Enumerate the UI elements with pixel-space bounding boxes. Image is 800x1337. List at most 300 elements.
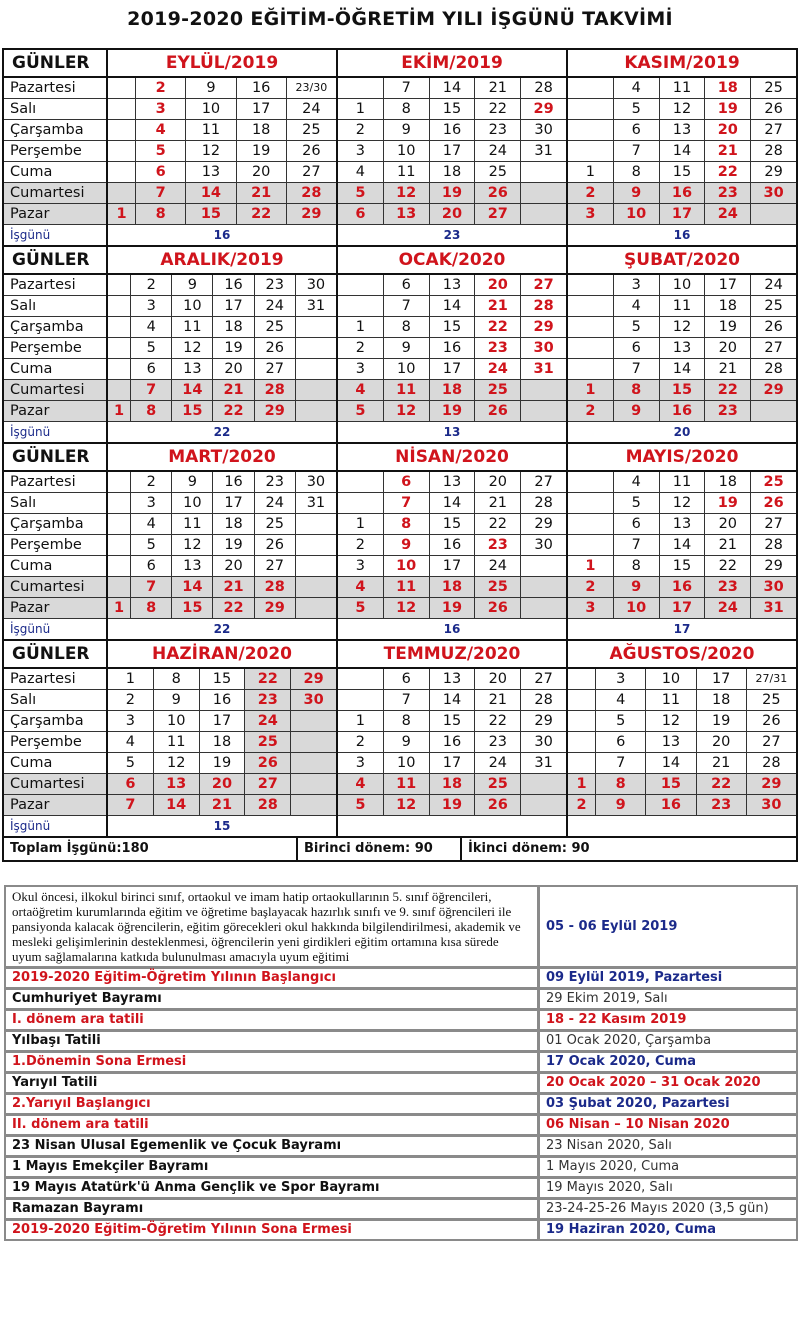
day-cell: 22 [697, 774, 747, 794]
event-row [6, 1137, 796, 1158]
day-cell: 1 [568, 556, 614, 576]
event-label: 1 Mayıs Emekçiler Bayramı [6, 1158, 540, 1176]
workday-count: 22 [213, 622, 231, 636]
day-cell: 23 [255, 275, 296, 295]
day-cell: 7 [384, 690, 430, 710]
day-cell: 18 [697, 690, 747, 710]
day-cell: 5 [131, 338, 172, 358]
day-cell: 7 [131, 380, 172, 400]
day-cell: 22 [237, 204, 287, 224]
day-cell: 5 [614, 317, 660, 337]
day-cell: 5 [596, 711, 646, 731]
day-cell [296, 556, 336, 576]
day-cell [568, 338, 614, 358]
day-cell: 15 [646, 774, 696, 794]
day-name: Pazar [4, 204, 106, 225]
day-cell: 30 [306, 474, 326, 490]
day-cell: 3 [338, 141, 384, 161]
day-cell: 7 [614, 535, 660, 555]
day-cell: 10 [384, 556, 430, 576]
week-row [108, 753, 336, 774]
day-cell: 21 [475, 78, 521, 98]
day-cell [521, 556, 566, 576]
day-cell: 26 [255, 338, 296, 358]
day-cell: 9 [172, 275, 213, 295]
day-cell [338, 472, 384, 492]
day-cell [296, 380, 336, 400]
day-cell: 10 [384, 141, 430, 161]
day-cell: 16 [430, 732, 476, 752]
day-name: Cuma [4, 753, 106, 774]
day-name: Cuma [4, 162, 106, 183]
week-row [568, 162, 796, 183]
day-cell: 14 [430, 690, 476, 710]
workday-count: 13 [443, 425, 461, 439]
day-cell: 27 [245, 774, 291, 794]
day-cell: 18 [705, 472, 751, 492]
day-cell [291, 732, 336, 752]
day-cell: 6 [384, 669, 430, 689]
workday-count: 17 [673, 622, 691, 636]
day-cell [108, 317, 131, 337]
day-cell: 27 [255, 556, 296, 576]
month-header: ŞUBAT/2020 [568, 247, 796, 275]
week-row [108, 120, 336, 141]
day-cell [568, 317, 614, 337]
workday-count: 15 [213, 819, 231, 833]
day-cell: 14 [172, 577, 213, 597]
day-cell: 29 [534, 713, 553, 729]
day-names-column [4, 50, 108, 245]
day-cell [568, 120, 614, 140]
day-cell [108, 472, 131, 492]
day-cell [108, 359, 131, 379]
day-name: Cuma [4, 359, 106, 380]
day-cell: 27 [475, 204, 521, 224]
day-cell: 4 [136, 120, 186, 140]
month-header: NİSAN/2020 [338, 444, 566, 472]
day-cell: 7 [614, 141, 660, 161]
day-cell: 27 [764, 516, 783, 532]
day-cell: 14 [660, 141, 706, 161]
day-cell: 11 [660, 78, 706, 98]
day-cell: 31 [533, 361, 554, 377]
day-cell: 14 [646, 753, 696, 773]
day-cell [108, 493, 131, 513]
calendar-block [4, 247, 796, 444]
day-cell: 5 [614, 493, 660, 513]
day-cell: 25 [475, 162, 521, 182]
month-mayis-2020 [568, 444, 796, 639]
day-cell: 21 [705, 359, 751, 379]
day-cell: 5 [136, 141, 186, 161]
day-cell: 27 [255, 359, 296, 379]
day-cell: 28 [534, 495, 553, 511]
day-cell: 18 [213, 317, 254, 337]
day-cell: 2 [568, 577, 614, 597]
day-cell: 8 [384, 99, 430, 119]
week-row [108, 359, 336, 380]
day-cell: 6 [596, 732, 646, 752]
calendar-block [4, 50, 796, 247]
day-cell: 13 [430, 472, 476, 492]
day-cell: 24 [475, 753, 521, 773]
day-cell: 21 [200, 795, 246, 815]
workday-count: 23 [443, 228, 461, 242]
day-cell: 16 [660, 577, 706, 597]
week-row [568, 359, 796, 380]
calendar-block [4, 641, 796, 838]
day-cell: 30 [534, 734, 553, 750]
second-term-workdays: İkinci dönem: 90 [468, 841, 590, 856]
day-cell: 3 [108, 711, 154, 731]
day-cell: 19 [705, 317, 751, 337]
week-row [108, 296, 336, 317]
week-row [338, 78, 566, 99]
day-cell [521, 401, 566, 421]
day-cell: 6 [338, 204, 384, 224]
day-cell: 19 [430, 183, 476, 203]
day-cell: 17 [213, 296, 254, 316]
day-name: Perşembe [4, 535, 106, 556]
day-cell: 26 [245, 753, 291, 773]
day-cell: 4 [614, 472, 660, 492]
day-cell: 17 [430, 753, 476, 773]
day-cell: 5 [131, 535, 172, 555]
week-row [338, 690, 566, 711]
week-row [568, 669, 796, 690]
week-row [108, 275, 336, 296]
workday-count [568, 816, 796, 836]
day-cell: 15 [430, 711, 476, 731]
day-cell: 21 [475, 296, 521, 316]
day-cell: 22 [475, 317, 521, 337]
day-cell: 11 [384, 774, 430, 794]
week-row [338, 359, 566, 380]
week-row [108, 669, 336, 690]
day-cell: 11 [384, 162, 430, 182]
day-cell: 30 [534, 537, 553, 553]
day-cell: 5 [338, 183, 384, 203]
day-cell [568, 78, 614, 98]
week-row [338, 120, 566, 141]
workday-count: 16 [673, 228, 691, 242]
week-row [108, 493, 336, 514]
day-cell: 20 [430, 204, 476, 224]
day-cell: 26 [475, 598, 521, 618]
day-cell [521, 183, 566, 203]
day-cell: 14 [430, 78, 476, 98]
day-cell: 7 [384, 296, 430, 316]
month-header: EYLÜL/2019 [108, 50, 336, 78]
day-cell: 24 [255, 296, 296, 316]
day-cell [568, 472, 614, 492]
day-cell: 11 [646, 690, 696, 710]
day-cell [296, 535, 336, 555]
day-cell: 10 [172, 296, 213, 316]
month-temmuz-2020 [338, 641, 568, 836]
day-cell: 30 [306, 277, 326, 293]
day-cell: 25 [764, 298, 783, 314]
day-cell: 27 [302, 164, 321, 180]
day-cell: 4 [338, 162, 384, 182]
day-cell: 9 [596, 795, 646, 815]
day-cell: 30 [533, 340, 554, 356]
day-cell: 20 [697, 732, 747, 752]
month-ni̇san-2020 [338, 444, 568, 639]
week-row [108, 690, 336, 711]
month-header: ARALIK/2019 [108, 247, 336, 275]
day-cell: 22 [705, 556, 751, 576]
day-cell: 3 [568, 204, 614, 224]
day-cell: 20 [475, 669, 521, 689]
day-cell: 12 [660, 493, 706, 513]
month-kasim-2019 [568, 50, 796, 245]
day-cell: 20 [475, 472, 521, 492]
day-cell [521, 598, 566, 618]
day-cell [108, 577, 131, 597]
day-cell: 19 [697, 711, 747, 731]
day-cell [296, 338, 336, 358]
day-cell [568, 296, 614, 316]
day-cell: 28 [762, 755, 781, 771]
day-cell: 13 [172, 556, 213, 576]
day-cell: 3 [131, 493, 172, 513]
day-cell [521, 162, 566, 182]
day-name: Cumartesi [4, 183, 106, 204]
event-label: 2019-2020 Eğitim-Öğretim Yılının Başlangıcı [6, 969, 540, 987]
workday-count [338, 816, 566, 836]
day-cell: 10 [614, 204, 660, 224]
day-cell: 25 [763, 474, 784, 490]
day-cell [296, 317, 336, 337]
day-cell: 13 [646, 732, 696, 752]
day-cell [338, 690, 384, 710]
week-row [568, 493, 796, 514]
week-row [108, 598, 336, 619]
day-cell [568, 141, 614, 161]
day-cell: 4 [338, 577, 384, 597]
day-cell: 30 [751, 183, 796, 203]
event-label: I. dönem ara tatili [6, 1011, 540, 1029]
week-row [338, 338, 566, 359]
day-cell: 25 [245, 732, 291, 752]
day-cell: 13 [186, 162, 236, 182]
day-cell [296, 598, 336, 618]
day-cell: 21 [475, 493, 521, 513]
day-cell: 25 [255, 514, 296, 534]
day-cell: 6 [614, 514, 660, 534]
event-date: 1 Mayıs 2020, Cuma [546, 1159, 680, 1174]
week-row [108, 338, 336, 359]
day-name: Salı [4, 493, 106, 514]
day-cell: 27 [762, 734, 781, 750]
week-row [568, 753, 796, 774]
day-cell: 9 [614, 183, 660, 203]
day-cell: 7 [136, 183, 186, 203]
day-cell: 17 [430, 141, 476, 161]
month-header: OCAK/2020 [338, 247, 566, 275]
day-cell: 24 [245, 711, 291, 731]
week-row [338, 514, 566, 535]
day-cell: 26 [302, 143, 321, 159]
month-aralik-2019 [108, 247, 338, 442]
day-cell: 2 [338, 535, 384, 555]
day-cell: 26 [255, 535, 296, 555]
week-row [568, 338, 796, 359]
workday-label: İşgünü [10, 622, 51, 636]
week-row [108, 401, 336, 422]
event-label: 2019-2020 Eğitim-Öğretim Yılının Sona Ermesi [6, 1221, 540, 1239]
day-cell: 23 [705, 183, 751, 203]
day-cell: 14 [430, 296, 476, 316]
day-cell: 7 [384, 493, 430, 513]
day-cell: 24 [475, 359, 521, 379]
day-cell: 7 [596, 753, 646, 773]
day-cell: 4 [596, 690, 646, 710]
day-name: Çarşamba [4, 317, 106, 338]
week-row [338, 493, 566, 514]
day-cell: 16 [660, 183, 706, 203]
workday-label: İşgünü [10, 228, 51, 242]
day-cell [108, 556, 131, 576]
day-cell: 14 [154, 795, 200, 815]
day-cell: 12 [646, 711, 696, 731]
day-cell: 23 [475, 120, 521, 140]
days-header: GÜNLER [4, 641, 106, 669]
day-cell: 1 [338, 317, 384, 337]
event-label: II. dönem ara tatili [6, 1116, 540, 1134]
day-cell: 2 [108, 690, 154, 710]
week-row [568, 317, 796, 338]
day-cell [568, 711, 596, 731]
day-cell: 5 [338, 401, 384, 421]
day-cell [108, 338, 131, 358]
day-name: Çarşamba [4, 711, 106, 732]
day-cell: 8 [136, 204, 186, 224]
day-cell: 14 [660, 359, 706, 379]
month-eki̇m-2019 [338, 50, 568, 245]
day-cell: 25 [475, 774, 521, 794]
event-row [6, 1095, 796, 1116]
day-cell: 28 [534, 80, 553, 96]
week-row [108, 99, 336, 120]
day-cell: 9 [384, 535, 430, 555]
day-cell: 20 [200, 774, 246, 794]
event-date: 29 Ekim 2019, Salı [546, 991, 668, 1006]
day-cell: 15 [430, 99, 476, 119]
event-date: 06 Nisan – 10 Nisan 2020 [546, 1117, 730, 1132]
week-row [338, 753, 566, 774]
day-name: Perşembe [4, 338, 106, 359]
day-cell: 15 [172, 598, 213, 618]
day-cell: 27 [533, 277, 554, 293]
day-cell [521, 577, 566, 597]
day-cell: 28 [534, 692, 553, 708]
day-cell: 12 [172, 338, 213, 358]
day-cell: 2 [136, 78, 186, 98]
event-date: 17 Ocak 2020, Cuma [546, 1054, 697, 1069]
day-cell: 22 [475, 711, 521, 731]
week-row [568, 401, 796, 422]
day-cell: 17 [430, 556, 476, 576]
week-row [338, 296, 566, 317]
calendar-block [4, 444, 796, 641]
week-row [338, 162, 566, 183]
week-row [568, 472, 796, 493]
event-row [6, 1200, 796, 1221]
week-row [568, 296, 796, 317]
day-cell: 26 [475, 401, 521, 421]
day-cell [338, 493, 384, 513]
totals-row [4, 838, 796, 860]
day-cell: 23 [255, 472, 296, 492]
day-cell: 11 [186, 120, 236, 140]
month-header: EKİM/2019 [338, 50, 566, 78]
day-cell: 22 [245, 669, 291, 689]
day-cell: 19 [430, 795, 476, 815]
day-cell: 6 [136, 162, 186, 182]
day-cell [568, 669, 596, 689]
day-cell: 6 [614, 120, 660, 140]
day-cell: 15 [660, 380, 706, 400]
day-cell [108, 535, 131, 555]
day-cell: 18 [213, 514, 254, 534]
day-cell: 5 [108, 753, 154, 773]
day-cell: 18 [237, 120, 287, 140]
workday-count: 16 [213, 228, 231, 242]
month-mart-2020 [108, 444, 338, 639]
day-cell: 16 [237, 78, 287, 98]
day-cell: 28 [255, 380, 296, 400]
day-cell: 19 [430, 401, 476, 421]
event-date: 23-24-25-26 Mayıs 2020 (3,5 gün) [546, 1201, 769, 1216]
event-label: 2.Yarıyıl Başlangıcı [6, 1095, 540, 1113]
week-row [108, 556, 336, 577]
day-cell: 10 [172, 493, 213, 513]
day-cell: 2 [338, 120, 384, 140]
week-row [338, 183, 566, 204]
day-cell: 20 [213, 556, 254, 576]
week-row [568, 732, 796, 753]
day-cell: 14 [430, 493, 476, 513]
week-row [108, 472, 336, 493]
day-cell: 8 [131, 401, 172, 421]
day-cell: 19 [213, 535, 254, 555]
day-cell: 13 [660, 120, 706, 140]
day-cell: 15 [200, 669, 246, 689]
day-cell: 1 [338, 99, 384, 119]
day-cell [751, 401, 796, 421]
event-label: Yılbaşı Tatili [6, 1032, 540, 1050]
week-row [568, 204, 796, 225]
day-names-column [4, 444, 108, 639]
week-row [338, 795, 566, 816]
month-header: MAYIS/2020 [568, 444, 796, 472]
day-cell: 11 [384, 380, 430, 400]
day-cell: 23 [245, 690, 291, 710]
day-cell: 24 [302, 101, 321, 117]
day-cell [568, 99, 614, 119]
day-cell: 16 [213, 472, 254, 492]
day-cell [521, 380, 566, 400]
day-cell: 2 [338, 338, 384, 358]
day-cell: 18 [200, 732, 246, 752]
day-cell: 29 [764, 558, 783, 574]
day-cell: 27 [764, 340, 783, 356]
week-row [108, 183, 336, 204]
day-cell: 8 [596, 774, 646, 794]
